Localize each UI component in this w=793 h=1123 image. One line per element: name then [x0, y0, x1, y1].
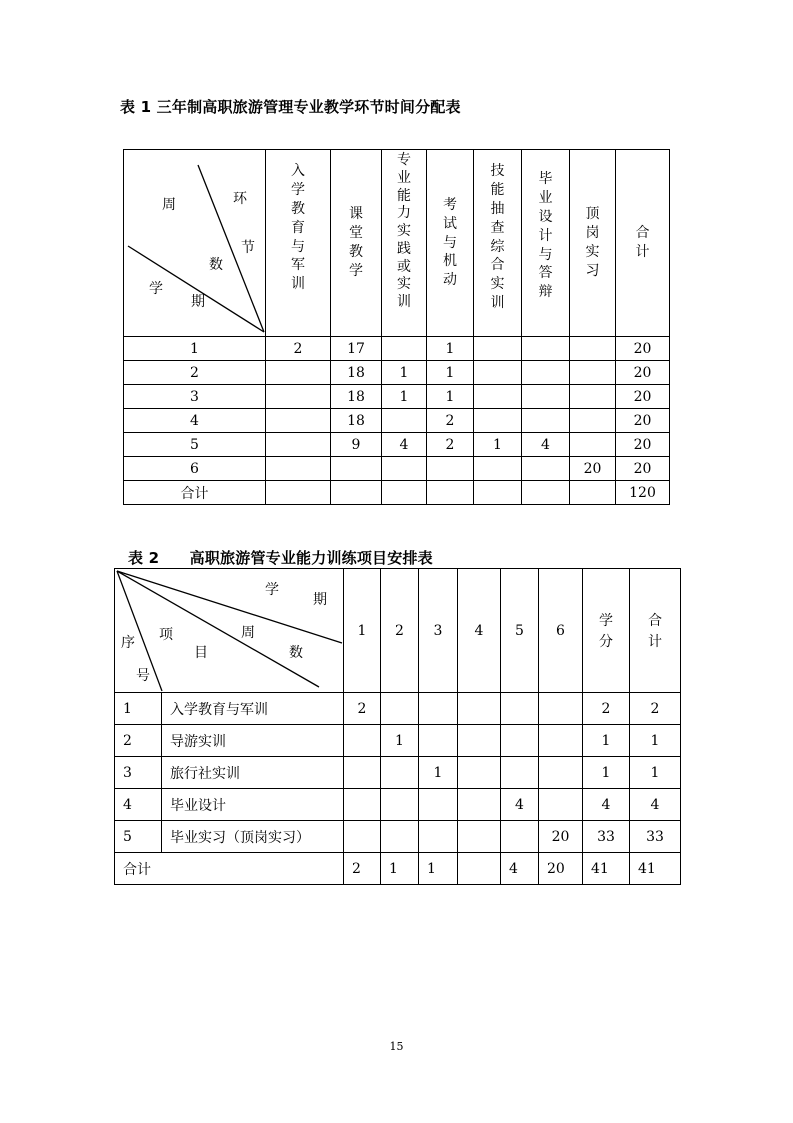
table1-cell — [522, 409, 570, 433]
table1-title: 表 1 三年制高职旅游管理专业教学环节时间分配表 — [120, 98, 461, 116]
table2-cell — [458, 853, 501, 885]
table2-row-item: 毕业设计 — [162, 789, 344, 821]
table2-cell: 1 — [381, 725, 419, 757]
table1-cell — [474, 337, 522, 361]
table1-row-label: 3 — [124, 385, 266, 409]
table1-cell — [570, 481, 616, 505]
table1-cell: 20 — [570, 457, 616, 481]
table1-row-label: 5 — [124, 433, 266, 457]
table2-row — [115, 725, 681, 757]
table2-cell — [344, 757, 381, 789]
corner-label-xue: 学 — [149, 281, 163, 297]
table2-cell: 41 — [583, 853, 630, 885]
table2-cell — [539, 725, 583, 757]
table2-cell — [381, 693, 419, 725]
time-allocation-table — [123, 149, 670, 505]
table1-cell: 2 — [427, 409, 474, 433]
table1-row-label: 2 — [124, 361, 266, 385]
table2-cell — [501, 693, 539, 725]
table2-cell: 1 — [630, 725, 681, 757]
table1-cell — [474, 457, 522, 481]
table1-cell — [266, 385, 331, 409]
table2-row-no: 5 — [115, 821, 162, 853]
table1-row-label: 4 — [124, 409, 266, 433]
table1-cell — [266, 361, 331, 385]
table1-cell: 1 — [427, 337, 474, 361]
table1-cell: 2 — [266, 337, 331, 361]
table1-col-header: 顶岗实习 — [570, 150, 616, 337]
table2-col-header: 6 — [539, 569, 583, 693]
table2-total-label: 合计 — [115, 853, 344, 885]
table2-col-header: 学分 — [583, 569, 630, 693]
table1-total-row — [124, 481, 670, 505]
table1-cell: 17 — [331, 337, 382, 361]
table1-cell — [382, 457, 427, 481]
table2-col-header: 合计 — [630, 569, 681, 693]
table2-row-item: 毕业实习（顶岗实习） — [162, 821, 344, 853]
table2-row-no: 1 — [115, 693, 162, 725]
corner-label-jie: 节 — [241, 240, 255, 256]
table2-row — [115, 693, 681, 725]
table1-cell — [266, 457, 331, 481]
table2-row-no: 2 — [115, 725, 162, 757]
table1-cell — [266, 481, 331, 505]
table2-cell — [501, 821, 539, 853]
table2-cell — [419, 725, 458, 757]
table1-row-label: 合计 — [124, 481, 266, 505]
table1-cell: 2 — [427, 433, 474, 457]
table1-row-label: 1 — [124, 337, 266, 361]
corner-label-zhou: 周 — [162, 197, 176, 213]
table1-cell — [266, 433, 331, 457]
table2-cell: 33 — [630, 821, 681, 853]
table2-cell: 1 — [419, 853, 458, 885]
table2-cell — [344, 725, 381, 757]
table2-cell — [539, 693, 583, 725]
corner-label-xiang: 项 — [159, 627, 173, 643]
table2-total-row — [115, 853, 681, 885]
table1-cell — [382, 337, 427, 361]
table2-row — [115, 789, 681, 821]
corner-label-mu: 目 — [194, 645, 208, 661]
table2-cell — [458, 693, 501, 725]
table2-cell: 4 — [501, 789, 539, 821]
table2-cell: 2 — [344, 693, 381, 725]
table2-cell — [458, 821, 501, 853]
table1-row — [124, 385, 670, 409]
table2-row-no: 3 — [115, 757, 162, 789]
table1-cell: 20 — [616, 457, 670, 481]
table2-cell: 4 — [583, 789, 630, 821]
table2-cell — [539, 757, 583, 789]
table2-cell — [419, 789, 458, 821]
table1-cell: 9 — [331, 433, 382, 457]
table1-cell — [474, 361, 522, 385]
table1-cell — [331, 457, 382, 481]
table1-cell — [266, 409, 331, 433]
table2-cell — [344, 789, 381, 821]
table1-row — [124, 409, 670, 433]
table1-cell: 1 — [474, 433, 522, 457]
corner-label-shu: 数 — [209, 257, 223, 273]
table2-cell: 2 — [630, 693, 681, 725]
table1-cell — [382, 409, 427, 433]
table2-cell — [381, 821, 419, 853]
table1-col-header: 考试与机动 — [427, 150, 474, 337]
table1-cell — [522, 361, 570, 385]
table1-cell: 18 — [331, 409, 382, 433]
table1-col-header: 专业能力实践或实训 — [382, 150, 427, 337]
table2-cell: 2 — [583, 693, 630, 725]
table1-cell — [570, 361, 616, 385]
table2-row-item: 旅行社实训 — [162, 757, 344, 789]
table2-cell — [419, 821, 458, 853]
training-project-table — [114, 568, 681, 885]
table2-cell: 1 — [583, 725, 630, 757]
table1-cell: 4 — [522, 433, 570, 457]
table2-corner-cell — [115, 569, 344, 693]
table1-corner-cell — [124, 150, 266, 337]
table2-cell: 4 — [501, 853, 539, 885]
table2-header-row — [115, 569, 681, 693]
table1-col-header: 毕业设计与答辩 — [522, 150, 570, 337]
table2-cell — [381, 757, 419, 789]
table2-cell — [501, 725, 539, 757]
table2-col-header: 3 — [419, 569, 458, 693]
table2-cell — [458, 789, 501, 821]
table2-cell — [501, 757, 539, 789]
table1-cell: 1 — [427, 385, 474, 409]
table1-cell — [382, 481, 427, 505]
table1-cell: 4 — [382, 433, 427, 457]
table1-cell — [427, 481, 474, 505]
table2-cell: 2 — [344, 853, 381, 885]
table2-row-no: 4 — [115, 789, 162, 821]
corner-label-xu: 序 — [121, 635, 135, 651]
table1-cell: 1 — [382, 361, 427, 385]
table1-cell: 1 — [382, 385, 427, 409]
table1-cell — [474, 481, 522, 505]
table2-col-header: 4 — [458, 569, 501, 693]
table2-cell: 20 — [539, 853, 583, 885]
table1-col-header: 入学教育与军训 — [266, 150, 331, 337]
table1-cell — [331, 481, 382, 505]
table2-row — [115, 757, 681, 789]
table2-cell — [458, 725, 501, 757]
table1-col-header: 课堂教学 — [331, 150, 382, 337]
table1-cell: 20 — [616, 361, 670, 385]
table1-cell: 1 — [427, 361, 474, 385]
table1-cell: 20 — [616, 433, 670, 457]
table2-cell — [458, 757, 501, 789]
table2-cell — [344, 821, 381, 853]
corner-label-qi: 期 — [313, 592, 327, 608]
table1-cell: 20 — [616, 409, 670, 433]
table2-cell: 41 — [630, 853, 681, 885]
page-number: 15 — [389, 1040, 404, 1053]
table2-row-item: 导游实训 — [162, 725, 344, 757]
table1-row — [124, 361, 670, 385]
table2-cell — [539, 789, 583, 821]
table1-cell: 18 — [331, 361, 382, 385]
table1-row — [124, 457, 670, 481]
table2-cell — [381, 789, 419, 821]
table1-cell — [522, 385, 570, 409]
table1-col-header: 合计 — [616, 150, 670, 337]
corner-label-hao: 号 — [136, 668, 150, 684]
table1-cell: 20 — [616, 385, 670, 409]
corner-label-qi: 期 — [191, 294, 205, 310]
table1-header-row — [124, 150, 670, 337]
table2-cell: 20 — [539, 821, 583, 853]
table2-row — [115, 821, 681, 853]
table2-col-header: 1 — [344, 569, 381, 693]
table1-row — [124, 433, 670, 457]
table1-row-label: 6 — [124, 457, 266, 481]
table1-cell — [474, 385, 522, 409]
table1-cell — [522, 457, 570, 481]
table1-cell — [570, 409, 616, 433]
table2-cell: 33 — [583, 821, 630, 853]
table2-cell — [419, 693, 458, 725]
table1-cell: 18 — [331, 385, 382, 409]
table2-cell: 1 — [630, 757, 681, 789]
table1-cell — [570, 433, 616, 457]
table1-cell: 20 — [616, 337, 670, 361]
table1-cell — [570, 337, 616, 361]
table1-cell — [427, 457, 474, 481]
table2-row-item: 入学教育与军训 — [162, 693, 344, 725]
table2-cell: 1 — [419, 757, 458, 789]
table2-col-header: 2 — [381, 569, 419, 693]
corner-label-xue: 学 — [265, 582, 279, 598]
table1-row — [124, 337, 670, 361]
table2-cell: 4 — [630, 789, 681, 821]
table2-cell: 1 — [583, 757, 630, 789]
table1-cell: 120 — [616, 481, 670, 505]
table1-cell — [522, 337, 570, 361]
corner-label-shu: 数 — [289, 645, 303, 661]
table1-cell — [522, 481, 570, 505]
corner-label-huan: 环 — [233, 191, 247, 207]
table1-cell — [570, 385, 616, 409]
table2-col-header: 5 — [501, 569, 539, 693]
table2-cell: 1 — [381, 853, 419, 885]
table1-cell — [474, 409, 522, 433]
table2-title: 表 2 高职旅游管专业能力训练项目安排表 — [128, 549, 433, 567]
corner-label-zhou: 周 — [241, 625, 255, 641]
table1-col-header: 技能抽查综合实训 — [474, 150, 522, 337]
